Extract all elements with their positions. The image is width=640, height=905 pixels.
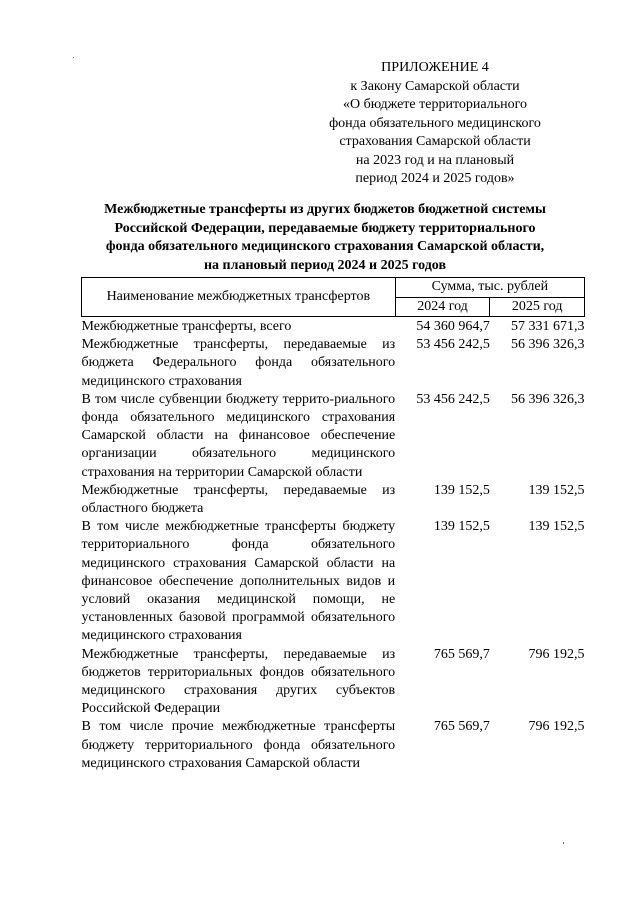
row-value-2025: 139 152,5: [528, 482, 585, 498]
table-row: [82, 482, 585, 518]
row-name: Межбюджетные трансферты, передаваемые из бюджета Федерального фонда обязательного медицинского страхования: [81, 337, 396, 389]
appendix-line: страхования Самарской области: [339, 134, 531, 149]
row-value-2024: 765 569,7: [433, 719, 490, 735]
heading-line: Межбюджетные трансферты из других бюджетов бюджетной системы: [104, 202, 546, 217]
row-value-2024: 139 152,5: [433, 482, 490, 498]
heading-line: на плановый период 2024 и 2025 годов: [203, 257, 447, 273]
row-name: Межбюджетные трансферты, передаваемые из областного бюджета: [81, 482, 396, 517]
table-row: [82, 646, 585, 719]
appendix-line: «О бюджете территориального: [343, 97, 527, 112]
appendix-line: к Закону Самарской области: [350, 78, 520, 94]
table-row: [82, 317, 585, 337]
row-value-2025: 56 396 326,3: [511, 337, 585, 353]
column-header-2025: 2025 год: [490, 297, 585, 317]
appendix-line: на 2023 год и на плановый: [355, 152, 515, 168]
appendix-title: ПРИЛОЖЕНИЕ 4: [381, 60, 489, 75]
appendix-header: [300, 59, 570, 189]
document-heading: [70, 201, 580, 275]
row-value-2025: 56 396 326,3: [511, 391, 585, 407]
row-name: В том числе субвенции бюджету террито-риального фонда обязательного медицинского страхования Самарской области на финансовое обеспечение организации обязательного медицинского страхования на территории Самарской области: [81, 391, 396, 480]
row-name: В том числе прочие межбюджетные трансферты бюджету территориального фонда обязательного медицинского страхования Самарской области: [81, 719, 396, 771]
row-value-2025: 139 152,5: [528, 519, 585, 535]
row-value-2024: 53 456 242,5: [416, 337, 490, 353]
transfers-table: [81, 277, 585, 773]
scan-speck: [563, 842, 564, 844]
row-name: В том числе межбюджетные трансферты бюджету территориального фонда обязательного медицинского страхования Самарской области на финансовое обеспечение дополнительных видов и условий оказания медицинской помощи, не установленных базовой программой обязательного медицинского страхования: [81, 519, 396, 644]
row-value-2025: 57 331 671,3: [511, 319, 585, 334]
column-header-sum: Сумма, тыс. рублей: [395, 278, 584, 298]
heading-line: Российской Федерации, передаваемые бюджету территориального: [114, 220, 536, 236]
column-header-2024: 2024 год: [395, 297, 490, 317]
row-value-2024: 765 569,7: [433, 646, 490, 662]
table-row: [82, 336, 585, 391]
column-header-name: Наименование межбюджетных трансфертов: [82, 278, 396, 317]
row-value-2025: 796 192,5: [528, 646, 585, 662]
table-row: [82, 718, 585, 773]
table-row: [82, 391, 585, 482]
row-value-2024: 53 456 242,5: [416, 391, 490, 407]
row-value-2024: 54 360 964,7: [416, 319, 490, 334]
row-value-2024: 139 152,5: [433, 519, 490, 535]
appendix-line: фонда обязательного медицинского: [329, 115, 541, 131]
heading-line: фонда обязательного медицинского страхования Самарской области,: [105, 239, 545, 255]
scan-speck: [73, 57, 74, 58]
row-name: Межбюджетные трансферты, всего: [81, 319, 292, 334]
table-row: [82, 518, 585, 645]
row-name: Межбюджетные трансферты, передаваемые из бюджетов территориальных фондов обязательного медицинского страхования других субъектов Российской Федерации: [81, 646, 396, 717]
appendix-line: период 2024 и 2025 годов»: [355, 171, 515, 186]
row-value-2025: 796 192,5: [528, 719, 585, 735]
